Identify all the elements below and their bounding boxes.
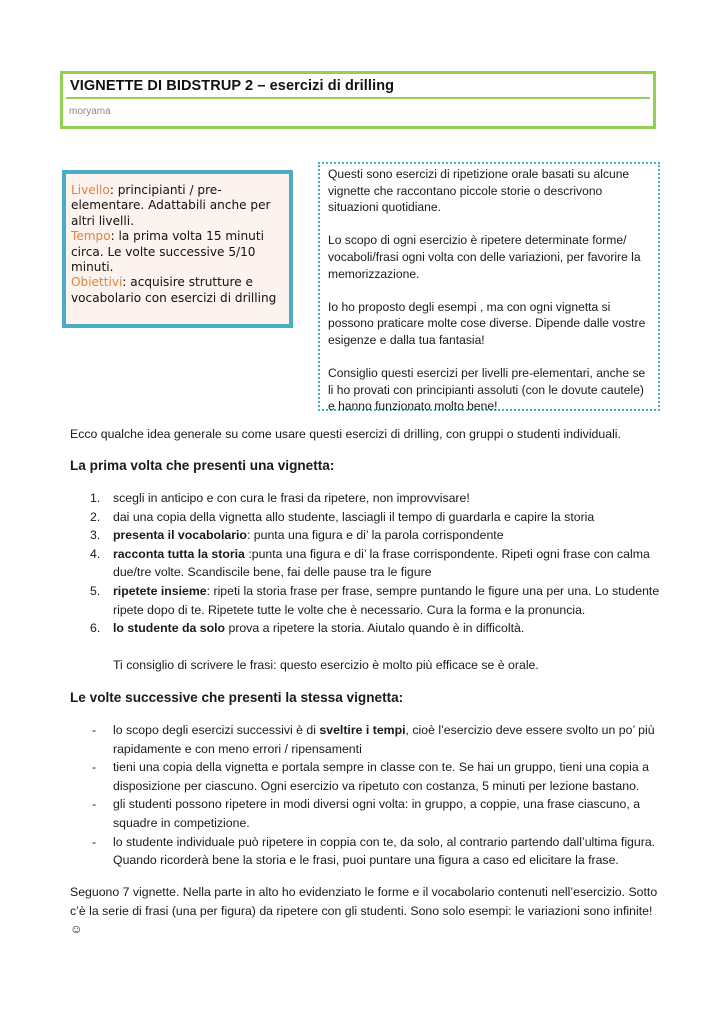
bullet-text: lo scopo degli esercizi successivi è di: [113, 723, 320, 737]
step-text: : punta una figura e di’ la parola corrispondente: [246, 528, 504, 543]
bullet-text: gli studenti possono ripetere in modi diversi ogni volta: in gruppo, a coppie, una frase ciascuno, a squadre in competizione.: [113, 797, 641, 830]
step-text: : ripeti la storia frase per frase, sempre puntando le figure una per una. Lo studente ripete dopo di te. Ripetete tutte le volte che è necessario. Cura la forma e la pronuncia.: [113, 583, 660, 617]
step-number: 1.: [90, 491, 101, 505]
bullet-dash: -: [92, 723, 97, 737]
step-text: :punta una figura e di’ la frase corrispondente. Ripeti ogni frase con calma due/tre volte. Scandiscile bene, fai delle pause tra le figure: [113, 546, 650, 580]
step-text: scegli in anticipo e con cura le frasi da ripetere, non improvvisare!: [113, 491, 470, 505]
intro-paragraph: Consiglio questi esercizi per livelli pre-elementari, anche se li ho provati con principianti assoluti (con le dovute cautele) e hanno funzionato molto bene!: [328, 366, 646, 414]
level-label: Livello: [71, 183, 110, 197]
author-name: moryama: [69, 106, 111, 117]
list-item: [70, 795, 670, 832]
step-bold: ripetete insieme: [113, 583, 207, 598]
document-title: VIGNETTE DI BIDSTRUP 2 – esercizi di drilling: [70, 78, 395, 94]
first-time-heading: La prima volta che presenti una vignetta:: [70, 458, 335, 473]
info-box: [62, 170, 293, 328]
step-bold: presenta il vocabolario: [113, 528, 247, 543]
level-text: : principianti / pre-elementare. Adattabili anche per altri livelli.: [71, 183, 271, 228]
goals-label: Obiettivi: [71, 275, 123, 290]
step-item: [70, 582, 670, 619]
step-text: dai una copia della vignetta allo studente, lasciagli il tempo di guardarla e capire la storia: [113, 509, 595, 524]
intro-paragraph: Questi sono esercizi di ripetizione orale basati su alcune vignette che raccontano piccole storie o descrivono situazioni quotidiane.: [328, 167, 630, 215]
intro-box: [318, 162, 660, 414]
time-text: : la prima volta 15 minuti circa. Le volte successive 5/10 minuti.: [71, 229, 264, 275]
bullet-text: lo studente individuale può ripetere in coppia con te, da solo, al contrario partendo dall’ultima figura. Quando ricorderà bene la storia e le frasi, puoi puntare una figura a caso ed elicitare la frase.: [113, 834, 656, 868]
list-item: [70, 721, 670, 758]
step-item: [70, 526, 670, 545]
general-idea-text: Ecco qualche idea generale su come usare questi esercizi di drilling, con gruppi o studenti individuali.: [70, 427, 621, 441]
next-times-list: [70, 721, 670, 870]
title-bar: [66, 77, 650, 99]
list-item: [70, 833, 670, 870]
header-box: [60, 71, 656, 129]
step-number: 6.: [90, 621, 101, 636]
step-number: 3.: [90, 528, 101, 543]
step-bold: racconta tutta la storia: [113, 546, 249, 561]
step-item: [70, 619, 670, 638]
intro-paragraph: Io ho proposto degli esempi , ma con ogni vignetta si possono praticare molte cose diverse. Dipende dalle vostre esigenze e dalla tua fantasia!: [328, 299, 646, 347]
bullet-text-after: , cioè l’esercizio deve essere svolto un po’ più rapidamente e con meno errori / ripensamenti: [113, 723, 655, 756]
goals-text: : acquisire strutture e vocabolario con esercizi di drilling: [71, 275, 277, 305]
next-times-heading: Le volte successive che presenti la stessa vignetta:: [70, 690, 404, 705]
step-item: [70, 508, 670, 527]
step-item: [70, 545, 670, 582]
closing-text: Seguono 7 vignette. Nella parte in alto ho evidenziato le forme e il vocabolario contenuti nell’esercizio. Sotto c’è la serie di frasi (una per figura) da ripetere con gli studenti. Sono solo esempi: le variazioni sono infinite! ☺: [70, 885, 658, 937]
bullet-dash: -: [92, 797, 97, 812]
step-bold: lo studente da solo: [113, 621, 226, 636]
first-time-steps: [70, 489, 670, 638]
tip-text: Ti consiglio di scrivere le frasi: questo esercizio è molto più efficace se è orale.: [113, 658, 539, 672]
bullet-dash: -: [92, 760, 97, 775]
step-number: 2.: [90, 509, 101, 524]
step-text: prova a ripetere la storia. Aiutalo quando è in difficoltà.: [225, 621, 525, 636]
intro-paragraph: Lo scopo di ogni esercizio è ripetere determinate forme/ vocaboli/frasi ogni volta con delle variazioni, per favorire la memorizzazione.: [328, 233, 641, 281]
bullet-text: tieni una copia della vignetta e portala sempre in classe con te. Se hai un gruppo, tieni una copia a disposizione per ciascuno. Ogni esercizio va ripetuto con costanza, 5 minuti per lezione bastano.: [113, 760, 649, 793]
bullet-bold: sveltire i tempi: [319, 723, 406, 737]
time-label: Tempo: [71, 229, 111, 244]
step-number: 5.: [90, 583, 101, 598]
list-item: [70, 758, 670, 795]
bullet-dash: -: [92, 834, 97, 849]
step-number: 4.: [90, 546, 101, 561]
step-item: [70, 489, 670, 508]
